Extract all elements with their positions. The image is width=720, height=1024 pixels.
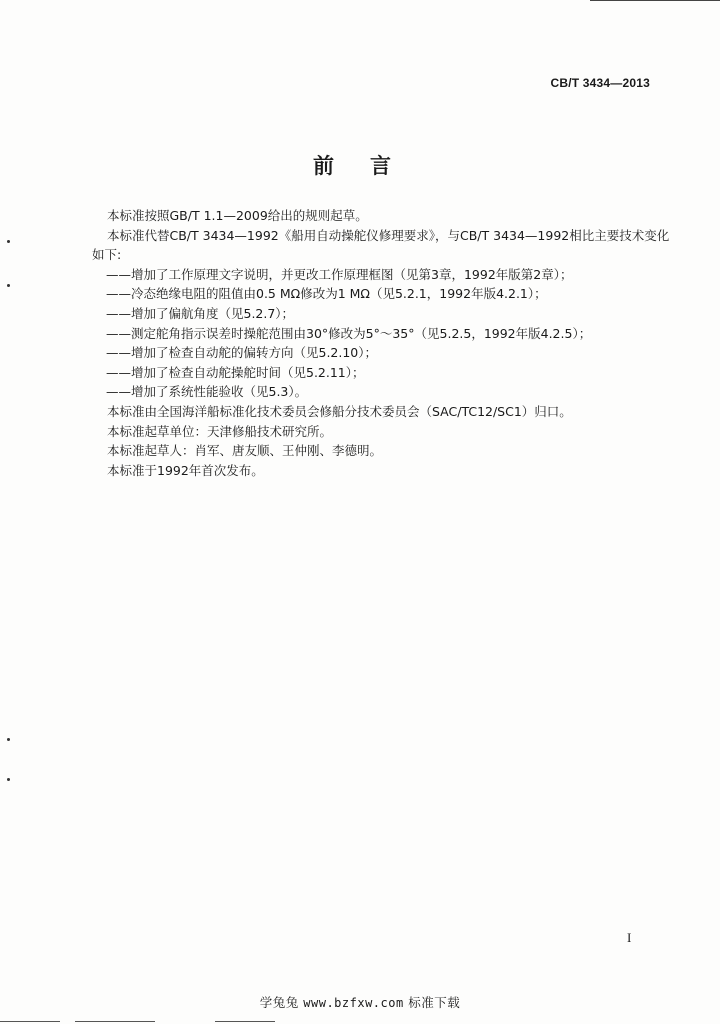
- paragraph-technical-committee: 本标准由全国海洋船标准化技术委员会修船分技术委员会（SAC/TC12/SC1）归口。: [107, 403, 572, 419]
- change-item: ——增加了工作原理文字说明，并更改工作原理框图（见第3章，1992年版第2章）；: [106, 266, 573, 282]
- paragraph-drafters: 本标准起草人：肖军、唐友顺、王仲刚、李德明。: [107, 443, 383, 459]
- footer-url: www.bzfxw.com: [303, 996, 404, 1010]
- scan-artifact-line: [215, 1021, 275, 1022]
- paragraph-drafting-rules: 本标准按照GB/T 1.1—2009给出的规则起草。: [107, 208, 368, 223]
- scan-speck: [7, 284, 10, 287]
- change-item: ——增加了检查自动舵操舵时间（见5.2.11）；: [106, 364, 365, 380]
- scan-speck: [7, 778, 10, 781]
- paragraph-drafting-organization: 本标准起草单位：天津修船技术研究所。: [107, 423, 333, 439]
- footer-label: 标准下载: [408, 995, 461, 1010]
- scan-speck: [7, 240, 10, 243]
- paragraph-first-published: 本标准于1992年首次发布。: [107, 462, 264, 478]
- change-item: ——增加了系统性能验收（见5.3）。: [106, 384, 308, 400]
- standard-number: CB/T 3434—2013: [550, 76, 650, 90]
- scan-artifact-line: [590, 0, 720, 1]
- paragraph-replaces: 本标准代替CB/T 3434—1992《船用自动操舵仪修理要求》，与CB/T 3434—1992相比主要技术变化: [107, 227, 670, 243]
- scan-speck: [7, 738, 10, 741]
- scan-artifact-line: [75, 1021, 155, 1022]
- page-title: 前言: [313, 154, 427, 178]
- paragraph-replaces-continued: 如下:: [92, 247, 122, 263]
- scan-artifact-line: [0, 1021, 60, 1022]
- page-number: I: [627, 930, 632, 945]
- foreword-body: [92, 206, 670, 480]
- footer-watermark: [0, 993, 720, 1011]
- footer-site-name: 学兔兔: [259, 995, 299, 1010]
- change-item: ——测定舵角指示误差时操舵范围由30°修改为5°～35°（见5.2.5，1992年版4.2.5）；: [106, 325, 592, 341]
- change-item: ——增加了检查自动舵的偏转方向（见5.2.10）；: [106, 345, 378, 361]
- change-item: ——增加了偏航角度（见5.2.7）；: [106, 305, 295, 321]
- change-item: ——冷态绝缘电阻的阻值由0.5 MΩ修改为1 MΩ（见5.2.1，1992年版4.2.1）；: [106, 286, 547, 302]
